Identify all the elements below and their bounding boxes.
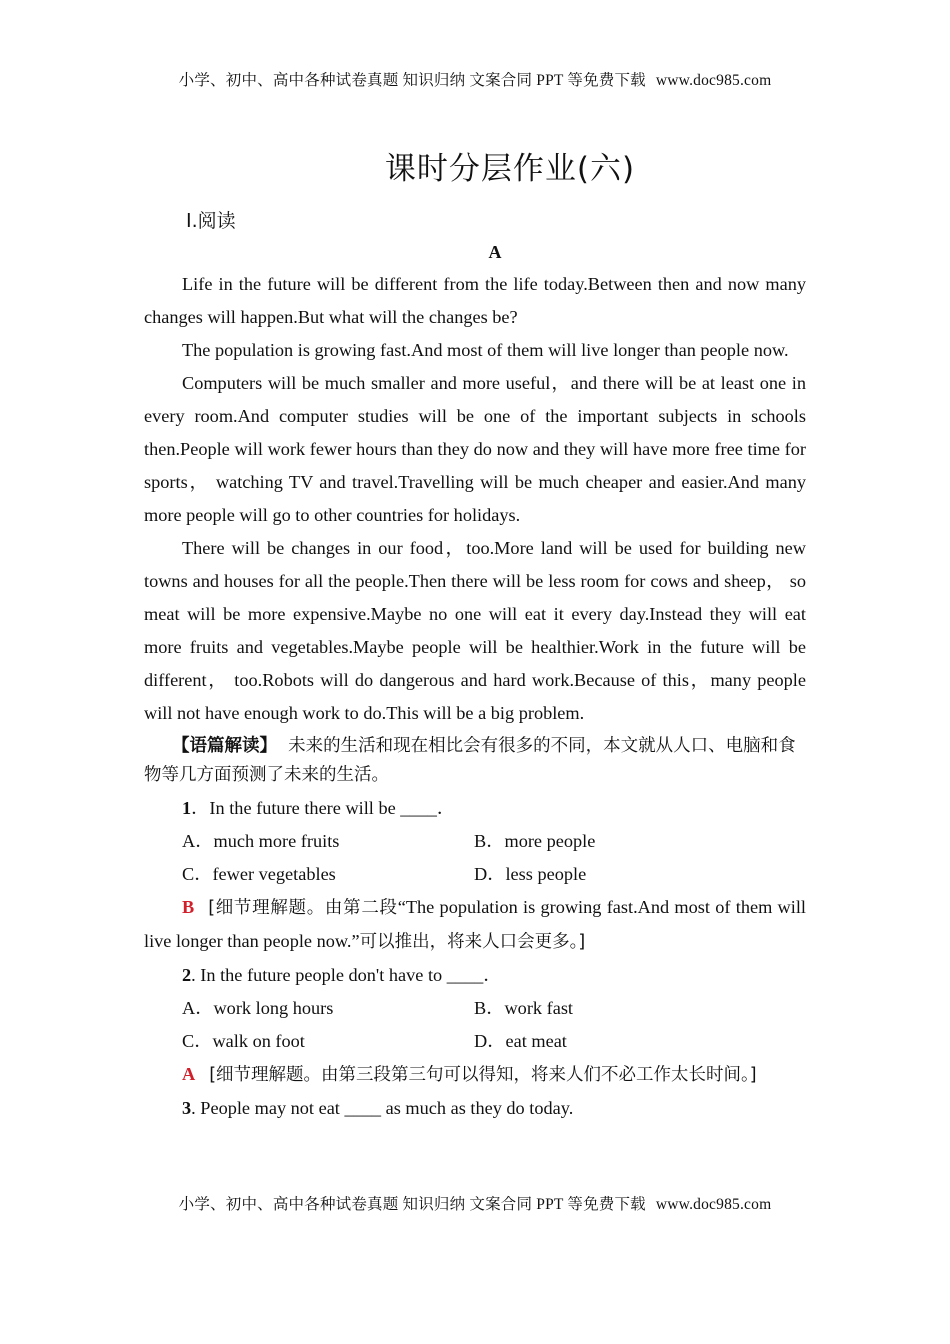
question-separator: .	[191, 1098, 201, 1118]
question-stem: People may not eat ____ as much as they do today.	[200, 1098, 574, 1118]
answer-letter: B	[182, 897, 195, 917]
question-separator: ．	[191, 798, 210, 818]
explanation-quote: “The population is growing fast.And most of them will live longer than people now.”	[144, 897, 806, 951]
passage-paragraph-1: Life in the future will be different from the life today.Between then and now many changes will happen.But what will the changes be?	[144, 274, 806, 327]
option-c[interactable]: C．walk on foot	[182, 1031, 305, 1051]
question-3	[144, 1092, 806, 1125]
option-b[interactable]: B．work fast	[474, 998, 574, 1018]
option-a[interactable]: A．work long hours	[182, 998, 334, 1018]
explanation-part: [细节理解题。由第三段第三句可以得知，将来人们不必工作太长时间。]	[209, 1065, 757, 1085]
question-2	[144, 959, 806, 992]
footer-url[interactable]: www.doc985.com	[655, 1196, 772, 1213]
options-row	[144, 858, 806, 891]
content	[144, 268, 806, 1125]
passage-paragraph-4: There will be changes in our food，too.More land will be used for building new towns and houses for all the people.Then there will be less room for cows and sheep， so meat will be more expensive.Maybe no one will eat it every day.Instead they will eat more fruits and vegetables.Maybe people will be healthier.Work in the future will be different， too.Robots will do dangerous and hard work.Because of this，many people will not have enough work to do.This will be a big problem.	[144, 538, 806, 723]
answer-2	[144, 1058, 806, 1092]
question-number: 3	[182, 1098, 192, 1118]
option-a[interactable]: A．much more fruits	[182, 831, 340, 851]
question-stem: In the future people don't have to ____．	[200, 965, 502, 985]
question-number: 1	[182, 798, 192, 818]
options-row	[144, 825, 806, 858]
option-d[interactable]: D．eat meat	[474, 1031, 567, 1051]
explanation-part: [细节理解题。由第二段	[208, 898, 398, 918]
passage-analysis	[144, 730, 806, 792]
analysis-text: 未来的生活和现在相比会有很多的不同，本文就从人口、电脑和食物等几方面预测了未来的生活。	[144, 736, 796, 785]
question-stem: In the future there will be ____．	[209, 798, 456, 818]
option-c[interactable]: C．fewer vegetables	[182, 864, 336, 884]
header-url[interactable]: www.doc985.com	[655, 72, 772, 89]
option-d[interactable]: D．less people	[474, 864, 587, 884]
page-header	[0, 68, 950, 90]
answer-1	[144, 891, 806, 959]
header-text: 小学、初中、高中各种试卷真题 知识归纳 文案合同 PPT 等免费下载	[178, 72, 646, 89]
section-heading	[186, 206, 236, 233]
section-number: Ⅰ	[186, 211, 192, 232]
question-number: 2	[182, 965, 192, 985]
answer-letter: A	[182, 1064, 196, 1084]
passage-paragraph-2: The population is growing fast.And most of them will live longer than people now.	[182, 340, 789, 360]
page-footer	[0, 1192, 950, 1214]
option-b[interactable]: B．more people	[474, 831, 596, 851]
section-label: .阅读	[191, 210, 236, 232]
explanation-part: 可以推出，将来人口会更多。]	[359, 932, 586, 952]
page-title: 课时分层作业(六)	[384, 151, 636, 187]
question-separator: .	[191, 965, 201, 985]
question-1	[144, 792, 806, 825]
footer-text: 小学、初中、高中各种试卷真题 知识归纳 文案合同 PPT 等免费下载	[178, 1196, 646, 1213]
passage-title: A	[488, 242, 502, 262]
options-row	[144, 1025, 806, 1058]
options-row	[144, 992, 806, 1025]
analysis-label: 【语篇解读】	[172, 736, 277, 756]
passage-paragraph-3: Computers will be much smaller and more useful，and there will be at least one in every room.And computer studies will be one of the important subjects in schools then.People will work fewer hours than they do now and they will have more free time for sports， watching TV and travel.Travelling will be much cheaper and easier.And many more people will go to other countries for holidays.	[144, 373, 806, 525]
